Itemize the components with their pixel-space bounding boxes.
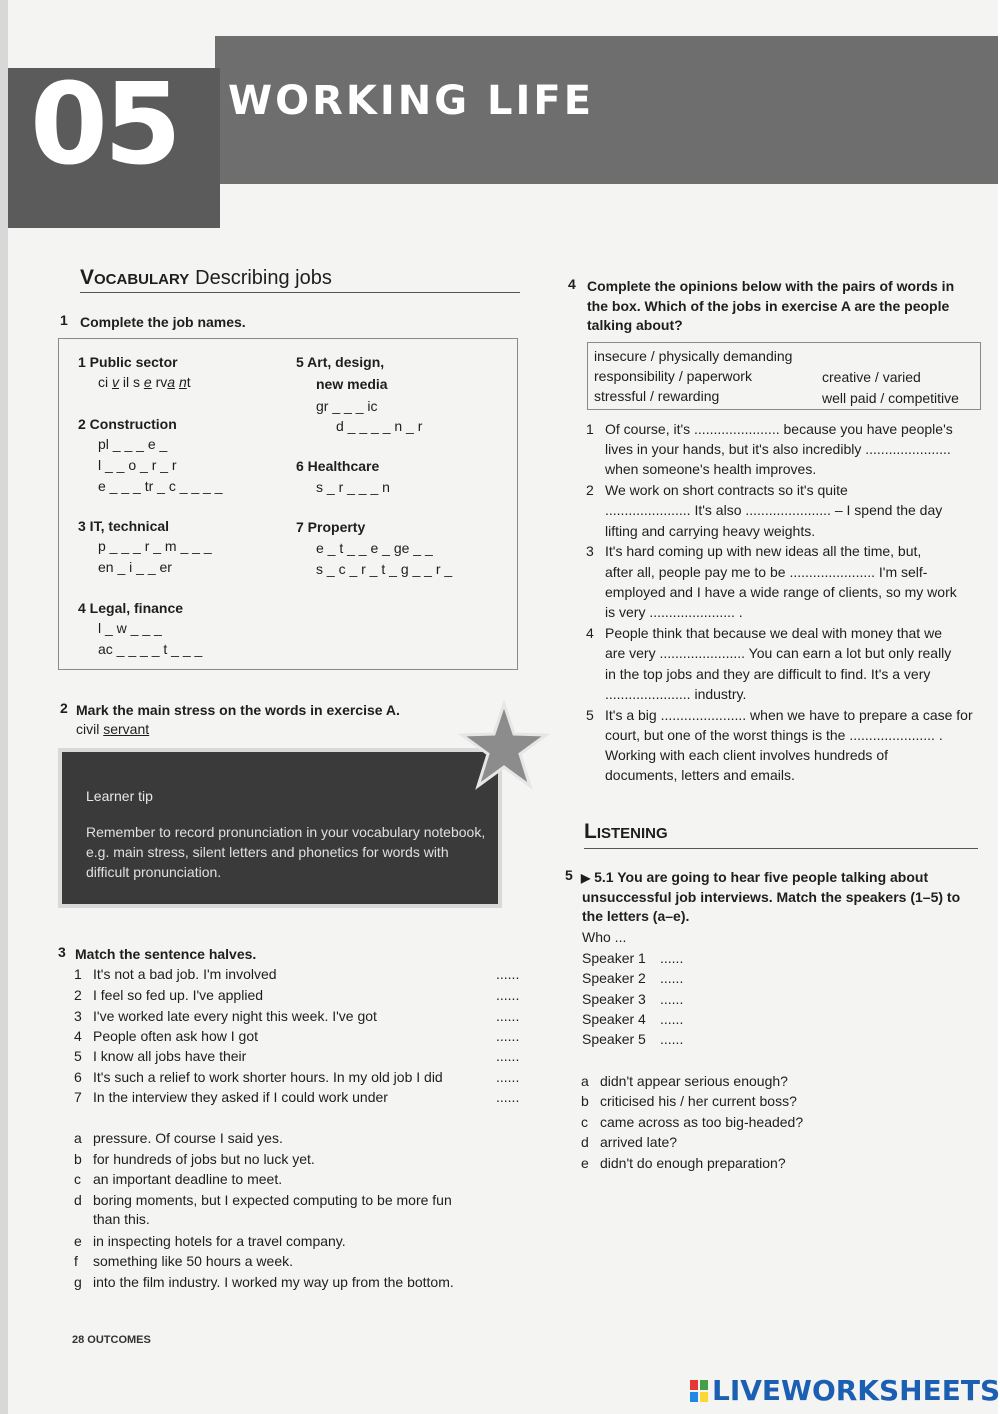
opinion-line: We work on short contracts so it's quite xyxy=(605,482,848,498)
ex3-ending-letter: d xyxy=(74,1192,82,1208)
ex1-number: 1 xyxy=(60,312,68,328)
ex3-answer-blank[interactable]: ...... xyxy=(496,966,520,982)
ex3-ending-letter: f xyxy=(74,1253,78,1269)
job-group-label: 1 Public sector xyxy=(78,354,178,370)
opinion-number: 5 xyxy=(586,707,594,723)
liveworksheets-logo-icon xyxy=(690,1380,708,1402)
ex5-instruction-line: the letters (a–e). xyxy=(582,908,690,924)
opinion-line[interactable]: are very ...................... You can earn a lot but only really xyxy=(605,645,952,661)
listening-rule xyxy=(584,848,978,849)
speaker-answer-blank[interactable]: ...... xyxy=(660,991,684,1007)
opinion-line[interactable]: is very ...................... . xyxy=(605,604,743,620)
ex1-instruction: Complete the job names. xyxy=(80,314,246,330)
opinion-line[interactable]: lives in your hands, but it's also incredibly ...................... xyxy=(605,441,951,457)
option-letter: e xyxy=(581,1155,589,1171)
job-blank-line[interactable]: p _ _ _ r _ m _ _ _ xyxy=(98,538,212,554)
job-group-label: 7 Property xyxy=(296,519,366,535)
opinion-number: 3 xyxy=(586,543,594,559)
opinion-number: 2 xyxy=(586,482,594,498)
word-pair: stressful / rewarding xyxy=(594,388,720,404)
ex3-answer-blank[interactable]: ...... xyxy=(496,1028,520,1044)
job-group-label: 5 Art, design, xyxy=(296,354,385,370)
ex5-instruction-line: ▶ 5.1 You are going to hear five people talking about xyxy=(581,869,929,885)
page-footer: 28 OUTCOMES xyxy=(72,1334,151,1346)
opinion-line: when someone's health improves. xyxy=(605,461,817,477)
job-group-label-cont: new media xyxy=(316,376,388,392)
ex3-item-number: 2 xyxy=(74,987,82,1003)
star-icon xyxy=(458,700,550,792)
vocabulary-rule xyxy=(80,292,520,293)
speaker-answer-blank[interactable]: ...... xyxy=(660,1011,684,1027)
ex3-item-number: 7 xyxy=(74,1089,82,1105)
ex3-item-number: 5 xyxy=(74,1048,82,1064)
ex3-ending: something like 50 hours a week. xyxy=(93,1253,293,1269)
listening-heading: Listening xyxy=(584,820,668,843)
option-text: criticised his / her current boss? xyxy=(600,1093,797,1109)
opinion-number: 4 xyxy=(586,625,594,641)
ex5-who: Who ... xyxy=(582,929,627,945)
option-text: didn't appear serious enough? xyxy=(600,1073,788,1089)
speaker-answer-blank[interactable]: ...... xyxy=(660,970,684,986)
speaker-label: Speaker 1 xyxy=(582,950,646,966)
job-answer-line: ci v il s e rva nt xyxy=(98,374,191,390)
speaker-label: Speaker 3 xyxy=(582,991,646,1007)
opinion-line: It's hard coming up with new ideas all the time, but, xyxy=(605,543,922,559)
learner-tip-title: Learner tip xyxy=(86,788,153,804)
speaker-label: Speaker 5 xyxy=(582,1031,646,1047)
ex3-item: It's such a relief to work shorter hours. In my old job I did xyxy=(93,1069,443,1085)
job-blank-line[interactable]: l _ w _ _ _ xyxy=(98,620,162,636)
learner-tip-body: Remember to record pronunciation in your vocabulary notebook, e.g. main stress, silent letters and phonetics for words with difficult pronunciation. xyxy=(86,824,486,880)
job-blank-line[interactable]: l _ _ o _ r _ r xyxy=(98,457,177,473)
ex4-instruction-line: talking about? xyxy=(587,317,683,333)
word-pair: well paid / competitive xyxy=(822,390,959,406)
job-group-label: 6 Healthcare xyxy=(296,458,380,474)
ex5-instruction-line: unsuccessful job interviews. Match the speakers (1–5) to xyxy=(582,889,961,905)
job-blank-line[interactable]: e _ _ _ tr _ c _ _ _ _ xyxy=(98,478,223,494)
ex2-number: 2 xyxy=(60,700,68,716)
ex3-item: I feel so fed up. I've applied xyxy=(93,987,264,1003)
audio-icon[interactable]: ▶ xyxy=(581,871,591,885)
ex3-answer-blank[interactable]: ...... xyxy=(496,1069,520,1085)
ex3-item: People often ask how I got xyxy=(93,1028,258,1044)
unit-title: WORKING LIFE xyxy=(228,78,595,124)
option-letter: c xyxy=(581,1114,588,1130)
ex3-ending: boring moments, but I expected computing to be more fun xyxy=(93,1192,452,1208)
ex3-ending-letter: a xyxy=(74,1130,82,1146)
ex3-number: 3 xyxy=(58,944,66,960)
learner-tip-box xyxy=(58,748,502,908)
ex3-item: In the interview they asked if I could work under xyxy=(93,1089,388,1105)
ex4-instruction-line: Complete the opinions below with the pairs of words in xyxy=(587,278,955,294)
opinion-line: lifting and carrying heavy weights. xyxy=(605,523,816,539)
opinion-line: People think that because we deal with money that we xyxy=(605,625,942,641)
ex3-instruction: Match the sentence halves. xyxy=(75,946,257,962)
vocabulary-heading: Vocabulary Describing jobs xyxy=(80,266,332,289)
ex3-item: I've worked late every night this week. I've got xyxy=(93,1008,377,1024)
opinion-number: 1 xyxy=(586,421,594,437)
job-group-label: 4 Legal, finance xyxy=(78,600,184,616)
word-pair: creative / varied xyxy=(822,369,921,385)
option-text: came across as too big-headed? xyxy=(600,1114,804,1130)
page-edge-shadow xyxy=(0,0,8,1414)
speaker-answer-blank[interactable]: ...... xyxy=(660,1031,684,1047)
ex4-number: 4 xyxy=(568,276,576,292)
ex3-item-number: 3 xyxy=(74,1008,82,1024)
liveworksheets-watermark[interactable]: LIVEWORKSHEETS xyxy=(712,1374,1000,1407)
opinion-line: documents, letters and emails. xyxy=(605,767,795,783)
job-blank-line[interactable]: e _ t _ _ e _ ge _ _ xyxy=(316,540,433,556)
job-blank-line[interactable]: pl _ _ _ e _ xyxy=(98,436,168,452)
opinion-line: Working with each client involves hundreds of xyxy=(605,747,889,763)
ex3-item-number: 6 xyxy=(74,1069,82,1085)
option-letter: b xyxy=(581,1093,589,1109)
opinion-line[interactable]: Of course, it's ...................... because you have people's xyxy=(605,421,953,437)
ex3-ending: for hundreds of jobs but no luck yet. xyxy=(93,1151,315,1167)
ex3-answer-blank[interactable]: ...... xyxy=(496,987,520,1003)
ex3-ending-letter: c xyxy=(74,1171,81,1187)
ex5-number: 5 xyxy=(565,867,573,883)
option-letter: d xyxy=(581,1134,589,1150)
ex2-instruction: Mark the main stress on the words in exercise A. xyxy=(76,702,400,718)
ex3-answer-blank[interactable]: ...... xyxy=(496,1089,520,1105)
opinion-line[interactable]: ...................... It's also ...................... – I spend the day xyxy=(605,502,943,518)
job-group-label: 2 Construction xyxy=(78,416,177,432)
ex3-answer-blank[interactable]: ...... xyxy=(496,1048,520,1064)
opinion-line[interactable]: court, but one of the worst things is the ...................... . xyxy=(605,727,943,743)
option-letter: a xyxy=(581,1073,589,1089)
word-pair: insecure / physically demanding xyxy=(594,348,793,364)
ex3-item: It's not a bad job. I'm involved xyxy=(93,966,277,982)
job-blank-line[interactable]: ac _ _ _ _ t _ _ _ xyxy=(98,641,203,657)
ex3-ending: in inspecting hotels for a travel company. xyxy=(93,1233,346,1249)
ex3-answer-blank[interactable]: ...... xyxy=(496,1008,520,1024)
opinion-line[interactable]: after all, people pay me to be ...................... I'm self- xyxy=(605,564,928,580)
opinion-line[interactable]: ...................... industry. xyxy=(605,686,747,702)
ex3-item: I know all jobs have their xyxy=(93,1048,247,1064)
ex3-ending-letter: b xyxy=(74,1151,82,1167)
speaker-label: Speaker 4 xyxy=(582,1011,646,1027)
speaker-label: Speaker 2 xyxy=(582,970,646,986)
job-blank-line[interactable]: en _ i _ _ er xyxy=(98,559,172,575)
ex3-ending-letter: g xyxy=(74,1274,82,1290)
job-blank-line[interactable]: s _ r _ _ _ n xyxy=(316,479,390,495)
job-blank-line[interactable]: d _ _ _ _ n _ r xyxy=(336,418,423,434)
ex4-instruction-line: the box. Which of the jobs in exercise A are the people xyxy=(587,298,950,314)
job-blank-line[interactable]: s _ c _ r _ t _ g _ _ r _ xyxy=(316,561,453,577)
ex3-ending: into the film industry. I worked my way up from the bottom. xyxy=(93,1274,454,1290)
ex3-ending: pressure. Of course I said yes. xyxy=(93,1130,283,1146)
ex3-ending: an important deadline to meet. xyxy=(93,1171,283,1187)
option-text: arrived late? xyxy=(600,1134,678,1150)
ex3-ending-cont: than this. xyxy=(93,1211,150,1227)
word-pair: responsibility / paperwork xyxy=(594,368,752,384)
ex3-item-number: 1 xyxy=(74,966,82,982)
ex3-item-number: 4 xyxy=(74,1028,82,1044)
ex3-ending-letter: e xyxy=(74,1233,82,1249)
job-group-label: 3 IT, technical xyxy=(78,518,170,534)
opinion-line[interactable]: It's a big ...................... when we have to prepare a case for xyxy=(605,707,973,723)
option-text: didn't do enough preparation? xyxy=(600,1155,786,1171)
opinion-line: employed and I have a wide range of clients, so my work xyxy=(605,584,957,600)
speaker-answer-blank[interactable]: ...... xyxy=(660,950,684,966)
job-blank-line[interactable]: gr _ _ _ ic xyxy=(316,398,378,414)
opinion-line: in the top jobs and they are difficult to find. It's a very xyxy=(605,666,931,682)
unit-number: 05 xyxy=(30,60,178,190)
ex5-track: 5.1 xyxy=(594,869,614,885)
ex2-example: civil servant xyxy=(76,721,150,737)
